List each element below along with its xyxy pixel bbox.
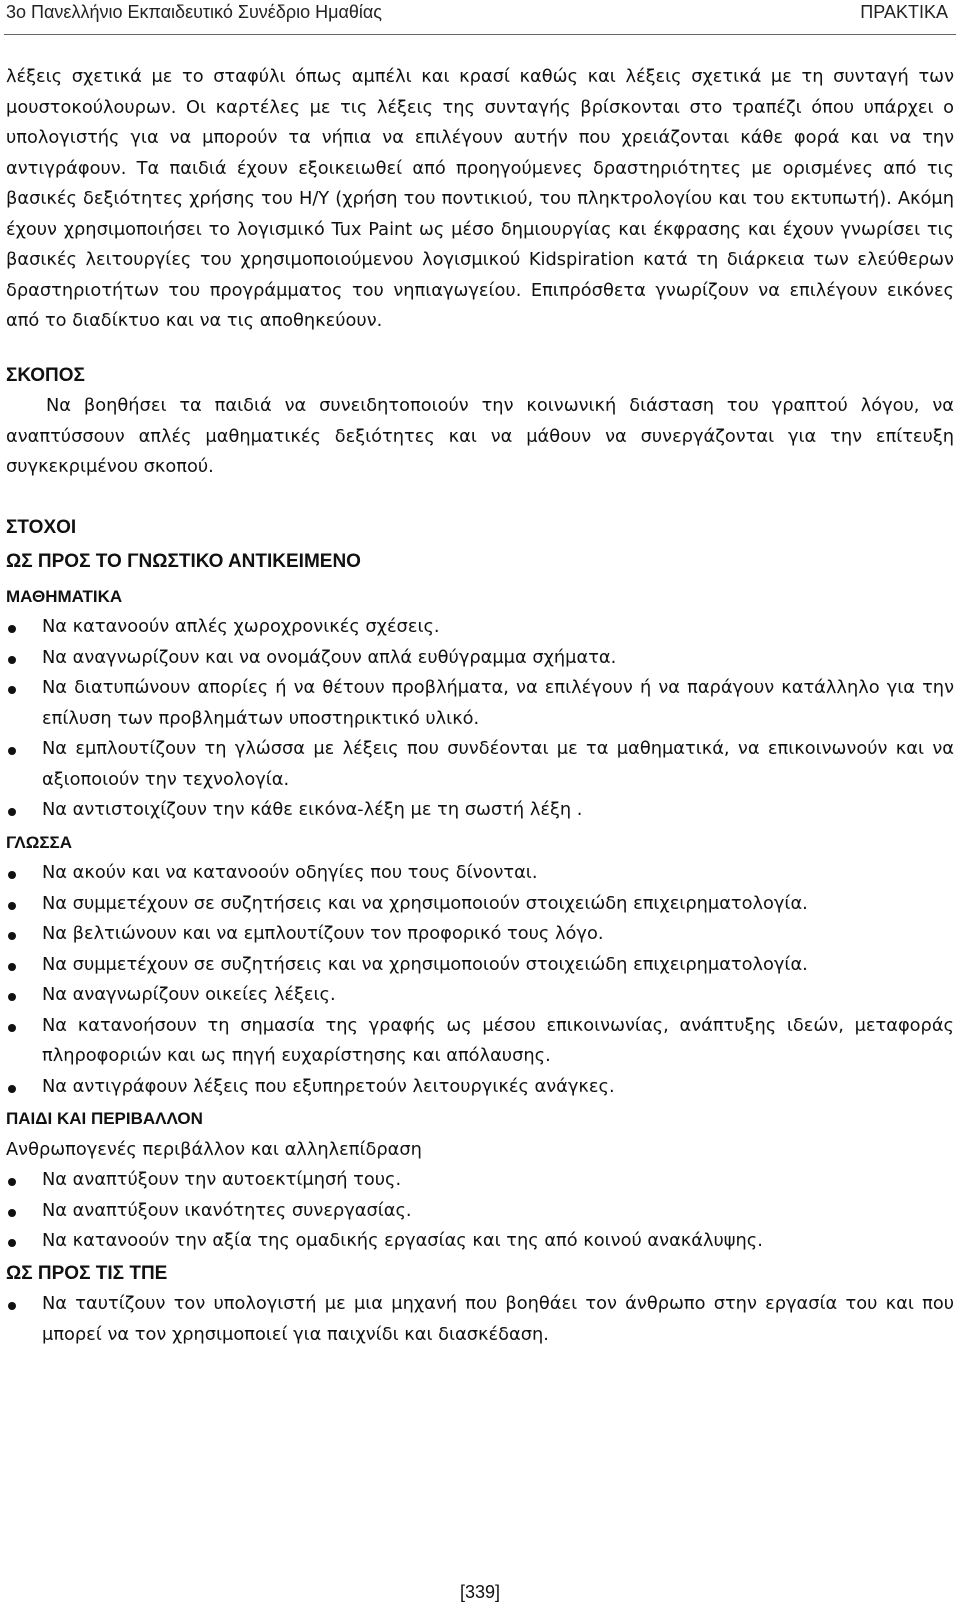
tpe-heading: ΩΣ ΠΡΟΣ ΤΙΣ ΤΠΕ bbox=[6, 1262, 168, 1284]
list-item-text: Να αναγνωρίζουν και να ονομάζουν απλά ευθύγραμμα σχήματα. bbox=[42, 646, 617, 668]
list-item-text: Να συμμετέχουν σε συζητήσεις και να χρησιμοποιούν στοιχειώδη επιχειρηματολογία. bbox=[42, 892, 808, 914]
list-item-text: Να ταυτίζουν τον υπολογιστή με μια μηχανή που βοηθάει τον άνθρωπο στην εργασία του και που μπορεί να τον χρησιμοποιεί για παιχνίδι και διασκέδαση. bbox=[42, 1293, 954, 1345]
stoxoi-subheading: ΩΣ ΠΡΟΣ ΤΟ ΓΝΩΣΤΙΚΟ ΑΝΤΙΚΕΙΜΕΝΟ bbox=[6, 551, 361, 572]
paidi-list bbox=[6, 1165, 954, 1257]
page-number: [339] bbox=[459, 1582, 501, 1602]
list-item-text: Να διατυπώνουν απορίες ή να θέτουν προβλήματα, να επιλέγουν ή να παράγουν κατάλληλο για την επίλυση των προβλημάτων υποστηρικτικό υλικό. bbox=[42, 677, 954, 729]
list-item-text: Να αντιστοιχίζουν την κάθε εικόνα-λέξη με τη σωστή λέξη . bbox=[42, 799, 583, 820]
bullet-icon bbox=[8, 1302, 16, 1310]
list-item-text: Να αναπτύξουν την αυτοεκτίμησή τους. bbox=[42, 1169, 402, 1190]
list-item-text: Να κατανοούν απλές χωροχρονικές σχέσεις. bbox=[42, 616, 440, 637]
bullet-icon bbox=[8, 686, 16, 694]
bullet-icon bbox=[8, 963, 16, 971]
list-item bbox=[6, 980, 954, 1011]
list-item bbox=[6, 889, 954, 920]
list-item-text: Να εμπλουτίζουν τη γλώσσα με λέξεις που συνδέονται με τα μαθηματικά, να επικοινωνούν και να αξιοποιούν την τεχνολογία. bbox=[42, 738, 954, 790]
section-label: ΠΡΑΚΤΙΚΑ bbox=[860, 2, 948, 22]
header-rule bbox=[4, 34, 956, 35]
glossa-list bbox=[6, 858, 954, 1102]
list-item bbox=[6, 612, 954, 643]
bullet-icon bbox=[8, 656, 16, 664]
bullet-icon bbox=[8, 993, 16, 1001]
stoxoi-heading: ΣΤΟΧΟΙ bbox=[6, 516, 77, 538]
list-item bbox=[6, 795, 954, 826]
list-item-text: Να αντιγράφουν λέξεις που εξυπηρετούν λειτουργικές ανάγκες. bbox=[42, 1075, 615, 1097]
conference-title: 3ο Πανελλήνιο Εκπαιδευτικό Συνέδριο Ημαθίας bbox=[6, 2, 382, 22]
list-item-text: Να βελτιώνουν και να εμπλουτίζουν τον προφορικό τους λόγο. bbox=[42, 923, 604, 944]
bullet-icon bbox=[8, 747, 16, 755]
glossa-heading: ΓΛΩΣΣΑ bbox=[6, 832, 73, 852]
list-item bbox=[6, 643, 954, 674]
bullet-icon bbox=[8, 625, 16, 633]
list-item bbox=[6, 673, 954, 734]
bullet-icon bbox=[8, 1209, 16, 1217]
list-item bbox=[6, 1289, 954, 1350]
list-item-text: Να ακούν και να κατανοούν οδηγίες που τους δίνονται. bbox=[42, 862, 538, 883]
list-item bbox=[6, 1165, 954, 1196]
list-item-text: Να αναγνωρίζουν οικείες λέξεις. bbox=[42, 984, 336, 1005]
list-item-text: Να κατανοήσουν τη σημασία της γραφής ως μέσου επικοινωνίας, ανάπτυξης ιδεών, μεταφοράς πληροφοριών και ως πηγή ευχαρίστησης και απόλαυσης. bbox=[42, 1014, 954, 1066]
list-item bbox=[6, 858, 954, 889]
bullet-icon bbox=[8, 808, 16, 816]
list-item bbox=[6, 1011, 954, 1072]
list-item-text: Να αναπτύξουν ικανότητες συνεργασίας. bbox=[42, 1199, 412, 1221]
tpe-list bbox=[6, 1289, 954, 1350]
bullet-icon bbox=[8, 871, 16, 879]
list-item bbox=[6, 1196, 954, 1227]
bullet-icon bbox=[8, 932, 16, 940]
mathimatika-list bbox=[6, 612, 954, 826]
list-item bbox=[6, 919, 954, 950]
intro-paragraph: λέξεις σχετικά με το σταφύλι όπως αμπέλι και κρασί καθώς και λέξεις σχετικά με τη συνταγή των μουστοκούλουρων. Οι καρτέλες με τις λέξεις της συνταγής βρίσκονται στο τραπέζι όπου υπάρχει ο υπολογιστής για να μπορούν τα νήπια να επιλέγουν αυτήν που χρειάζονται κάθε φορά και να την αντιγράφουν. Τα παιδιά έχουν εξοικειωθεί από προηγούμενες δραστηριότητες με ορισμένες από τις βασικές δεξιότητες χρήσης του Η/Υ (χρήση του ποντικιού, του πληκτρολογίου και του εκτυπωτή). Ακόμη έχουν χρησιμοποιήσει το λογισμικό Tux Paint ως μέσο δημιουργίας και έκφρασης και έχουν γνωρίσει τις βασικές λειτουργίες του χρησιμοποιούμενου λογισμικού Kidspiration κατά τη διάρκεια των ελεύθερων δραστηριοτήτων του προγράμματος του νηπιαγωγείου. Επιπρόσθετα γνωρίζουν να επιλέγουν εικόνες από το διαδίκτυο και να τις αποθηκεύουν. bbox=[6, 66, 954, 331]
bullet-icon bbox=[8, 1178, 16, 1186]
bullet-icon bbox=[8, 1024, 16, 1032]
page-content bbox=[6, 62, 954, 1350]
bullet-icon bbox=[8, 1085, 16, 1093]
list-item bbox=[6, 734, 954, 795]
list-item bbox=[6, 1226, 954, 1257]
skopos-text: Να βοηθήσει τα παιδιά να συνειδητοποιούν την κοινωνική διάσταση του γραπτού λόγου, να αναπτύσσουν απλές μαθηματικές δεξιότητες και να μάθουν να συνεργάζονται για την επίτευξη συγκεκριμένου σκοπού. bbox=[6, 395, 954, 477]
list-item bbox=[6, 1072, 954, 1103]
mathimatika-heading: ΜΑΘΗΜΑΤΙΚΑ bbox=[6, 586, 123, 606]
paidi-heading: ΠΑΙΔΙ ΚΑΙ ΠΕΡΙΒΑΛΛΟΝ bbox=[6, 1109, 203, 1128]
bullet-icon bbox=[8, 1239, 16, 1247]
list-item bbox=[6, 950, 954, 981]
page-header bbox=[0, 0, 960, 36]
skopos-heading: ΣΚΟΠΟΣ bbox=[6, 364, 85, 386]
bullet-icon bbox=[8, 902, 16, 910]
paidi-subtitle: Ανθρωπογενές περιβάλλον και αλληλεπίδραση bbox=[6, 1138, 422, 1160]
list-item-text: Να κατανοούν την αξία της ομαδικής εργασίας και της από κοινού ανακάλυψης. bbox=[42, 1230, 763, 1251]
list-item-text: Να συμμετέχουν σε συζητήσεις και να χρησιμοποιούν στοιχειώδη επιχειρηματολογία. bbox=[42, 953, 808, 975]
